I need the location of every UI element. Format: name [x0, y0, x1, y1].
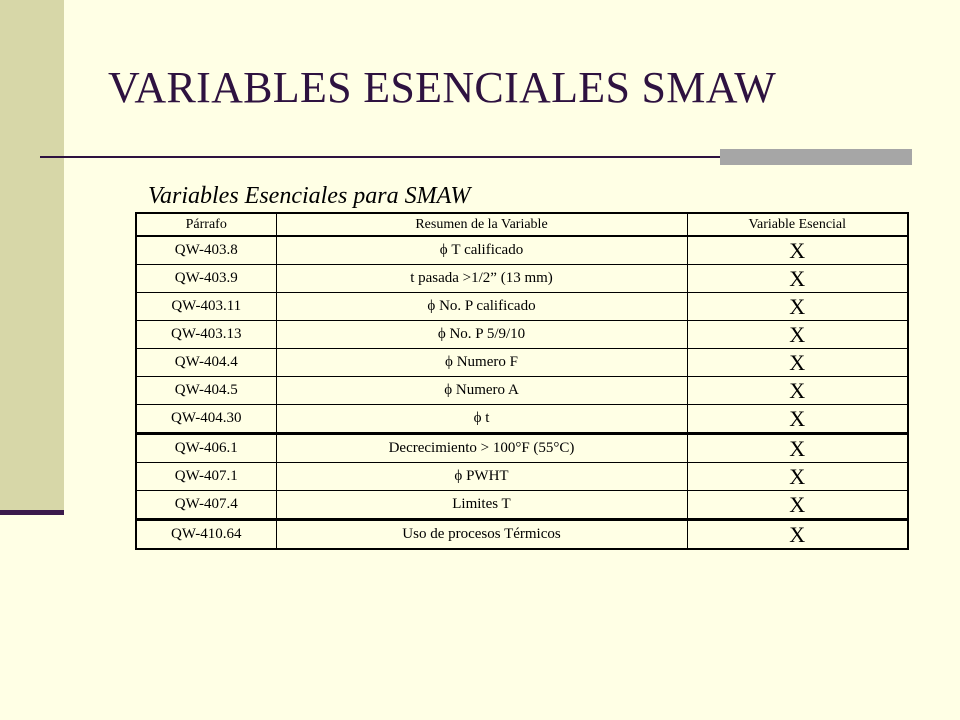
cell-paragraph: QW-403.9	[136, 265, 276, 293]
cell-paragraph: QW-403.13	[136, 321, 276, 349]
table-row	[136, 293, 908, 321]
cell-paragraph: QW-410.64	[136, 520, 276, 550]
table-caption: Variables Esenciales para SMAW	[148, 183, 471, 209]
header-paragraph: Párrafo	[136, 213, 276, 236]
cell-paragraph: QW-404.4	[136, 349, 276, 377]
cell-essential-mark: X	[687, 349, 908, 377]
cell-summary: ϕ No. P 5/9/10	[276, 321, 687, 349]
cell-paragraph: QW-403.8	[136, 236, 276, 265]
cell-paragraph: QW-404.5	[136, 377, 276, 405]
cell-paragraph: QW-406.1	[136, 434, 276, 463]
cell-essential-mark: X	[687, 491, 908, 520]
cell-essential-mark: X	[687, 520, 908, 550]
cell-essential-mark: X	[687, 434, 908, 463]
table-row	[136, 321, 908, 349]
cell-summary: ϕ PWHT	[276, 463, 687, 491]
cell-summary: t pasada >1/2” (13 mm)	[276, 265, 687, 293]
essential-variables-table	[135, 212, 909, 550]
cell-paragraph: QW-407.4	[136, 491, 276, 520]
table-row	[136, 491, 908, 520]
header-essential: Variable Esencial	[687, 213, 908, 236]
cell-summary: Limites T	[276, 491, 687, 520]
cell-essential-mark: X	[687, 321, 908, 349]
table-row	[136, 377, 908, 405]
cell-paragraph: QW-407.1	[136, 463, 276, 491]
left-band-rule	[0, 510, 64, 515]
table-row	[136, 236, 908, 265]
cell-summary: ϕ No. P calificado	[276, 293, 687, 321]
cell-essential-mark: X	[687, 265, 908, 293]
header-summary: Resumen de la Variable	[276, 213, 687, 236]
cell-paragraph: QW-404.30	[136, 405, 276, 434]
table-row	[136, 463, 908, 491]
table-row	[136, 405, 908, 434]
table-row	[136, 520, 908, 550]
cell-essential-mark: X	[687, 236, 908, 265]
cell-summary: Decrecimiento > 100°F (55°C)	[276, 434, 687, 463]
table-row	[136, 349, 908, 377]
title-divider-accent	[720, 149, 912, 165]
slide-title: VARIABLES ESENCIALES SMAW	[108, 63, 777, 112]
left-decorative-band	[0, 0, 64, 512]
cell-summary: ϕ T calificado	[276, 236, 687, 265]
cell-essential-mark: X	[687, 463, 908, 491]
cell-essential-mark: X	[687, 293, 908, 321]
cell-summary: Uso de procesos Térmicos	[276, 520, 687, 550]
table-row	[136, 265, 908, 293]
cell-summary: ϕ Numero A	[276, 377, 687, 405]
table-header-row	[136, 213, 908, 236]
cell-paragraph: QW-403.11	[136, 293, 276, 321]
cell-summary: ϕ Numero F	[276, 349, 687, 377]
table-row	[136, 434, 908, 463]
cell-summary: ϕ t	[276, 405, 687, 434]
cell-essential-mark: X	[687, 377, 908, 405]
cell-essential-mark: X	[687, 405, 908, 434]
